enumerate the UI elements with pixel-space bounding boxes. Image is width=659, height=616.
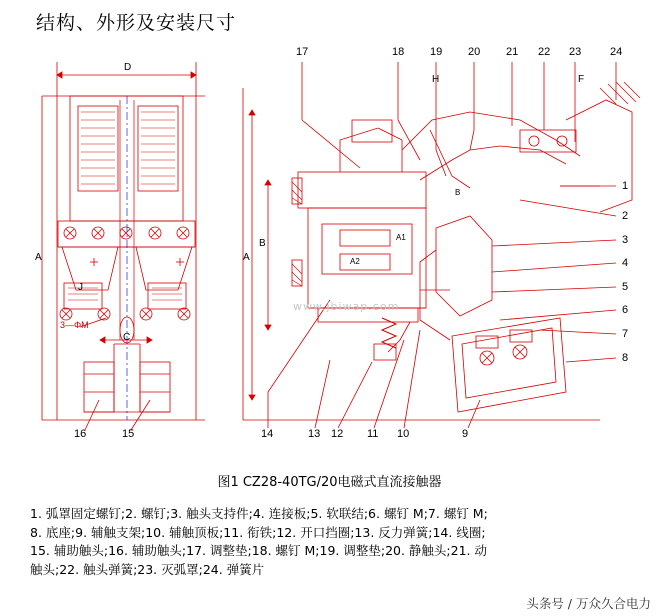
part-box-a2-label: A2: [350, 257, 360, 266]
dim-letter-C: C: [123, 332, 131, 343]
callout-7: 7: [622, 328, 629, 340]
dim-letter-A-right: A: [243, 252, 250, 263]
dim-letter-B-right: B: [259, 238, 266, 249]
callout-15: 15: [122, 428, 135, 440]
dim-letter-A-left: A: [35, 252, 42, 263]
callout-9: 9: [462, 428, 469, 440]
callout-6: 6: [622, 304, 629, 316]
legend-list: [30, 505, 630, 579]
callout-17: 17: [296, 46, 309, 58]
callout-10: 10: [397, 428, 410, 440]
legend-line-1: 1. 弧罩固定螺钉;2. 螺钉;3. 触头支持件;4. 连接板;5. 软联结;6. 螺钉 M;7. 螺钉 M;: [30, 506, 488, 521]
dim-letter-H: H: [432, 74, 440, 85]
figure-caption: 图1 CZ28-40TG/20电磁式直流接触器: [217, 475, 442, 490]
callout-21: 21: [506, 46, 519, 58]
callout-3: 3: [622, 234, 629, 246]
callout-12: 12: [331, 428, 344, 440]
callout-8: 8: [622, 352, 629, 364]
callout-14: 14: [261, 428, 274, 440]
callout-22: 22: [538, 46, 551, 58]
source-footer: 头条号 / 万众久合电力: [526, 596, 651, 611]
legend-line-4: 触头;22. 触头弹簧;23. 灭弧罩;24. 弹簧片: [30, 561, 265, 577]
callout-11: 11: [367, 428, 379, 440]
callout-13: 13: [308, 428, 321, 440]
callout-2: 2: [622, 210, 629, 222]
hole-note: 3—ΦM: [60, 320, 89, 330]
callout-4: 4: [622, 257, 629, 269]
callout-1: 1: [622, 180, 629, 192]
callout-16: 16: [74, 428, 87, 440]
part-box-a1-label: A1: [396, 233, 406, 242]
legend-line-3: 15. 辅助触头;16. 辅助触头;17. 调整垫;18. 螺钉 M;19. 调整垫;20. 静触头;21. 动: [30, 543, 487, 558]
callout-19: 19: [430, 46, 443, 58]
watermark: www.jbiwap.com: [293, 300, 400, 313]
callout-24: 24: [610, 46, 623, 58]
coil-label-b: B: [455, 188, 461, 197]
page-title: 结构、外形及安装尺寸: [36, 12, 237, 34]
dim-letter-D: D: [124, 62, 132, 73]
callout-18: 18: [392, 46, 405, 58]
dim-letter-J: J: [78, 282, 83, 293]
dim-letter-F: F: [578, 74, 585, 85]
callout-20: 20: [468, 46, 481, 58]
callout-5: 5: [622, 281, 629, 293]
callout-23: 23: [569, 46, 582, 58]
legend-line-2: 8. 底座;9. 辅触支架;10. 辅触顶板;11. 衔铁;12. 开口挡圈;13. 反力弹簧;14. 线圈;: [30, 524, 486, 540]
